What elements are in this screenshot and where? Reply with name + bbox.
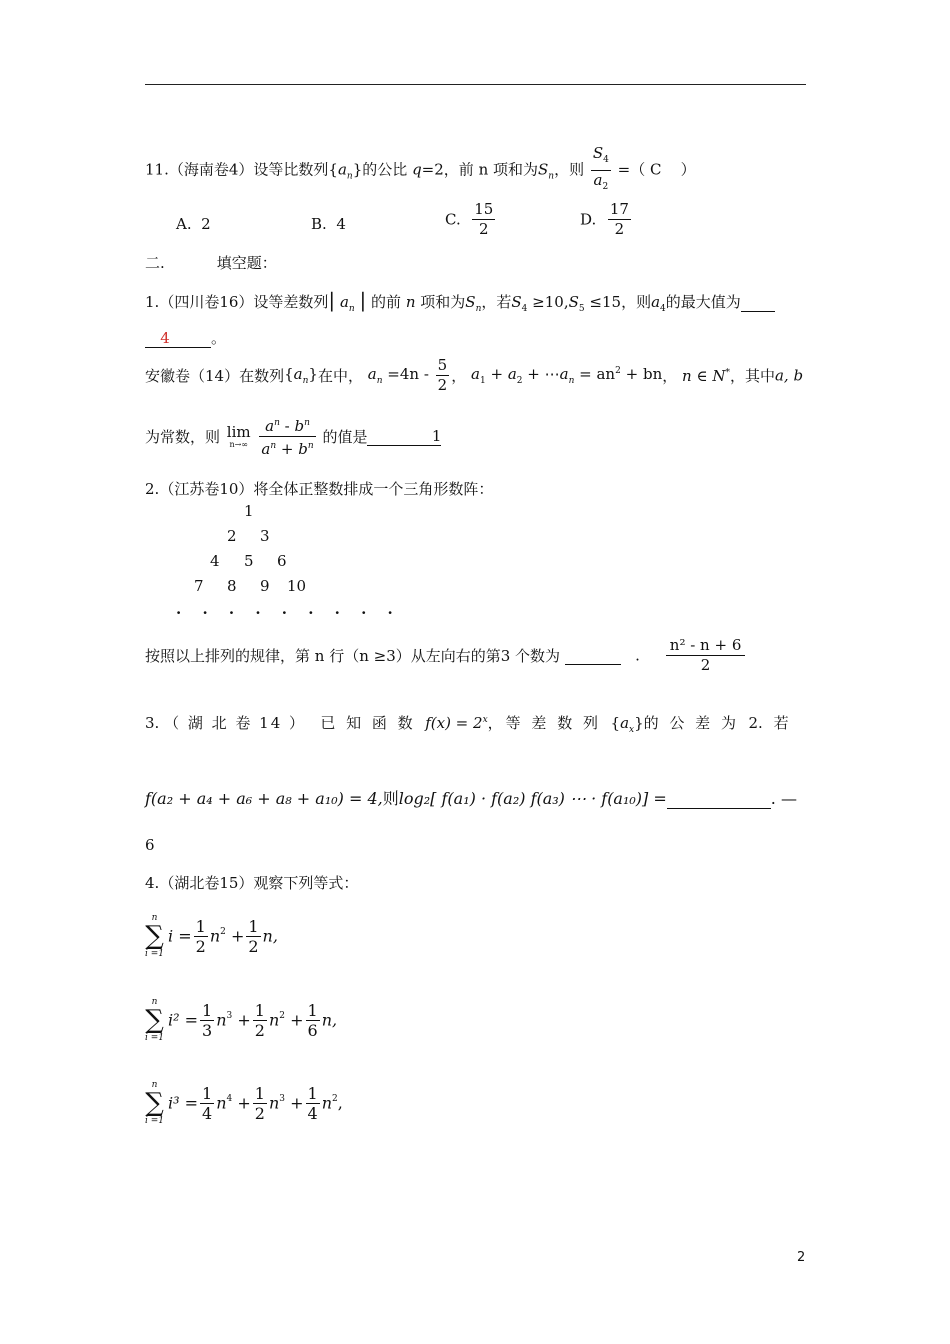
- problem-3-answer: 6: [145, 836, 155, 854]
- anhui-answer: 1: [367, 427, 441, 446]
- sum-equation-2: n ∑ i =1 i² = $\frac{1}{3}$ $n^3$ + $\frac{1}{2}$ $n^2$ + $\frac{1}{6}$ n,: [145, 997, 338, 1043]
- option-a: A. 2: [176, 215, 211, 233]
- page-number: 2: [797, 1250, 806, 1265]
- tri-cell: 1: [244, 502, 254, 520]
- tri-cell: 6: [277, 552, 287, 570]
- tri-dots: . . . . . . . . .: [176, 600, 401, 618]
- tri-cell: 7: [194, 577, 204, 595]
- answer-c: C: [650, 160, 662, 179]
- header-rule: [145, 84, 806, 85]
- sum-equation-3: n ∑ i =1 i³ = $\frac{1}{4}$ $n^4$ + $\frac{1}{2}$ $n^3$ + $\frac{1}{4}$ $n^2$,: [145, 1080, 343, 1126]
- question-11: 11.（海南卷4）设等比数列$\{a_n\}$的公比 q=2，前 n 项和为$S_n$，则 $\frac{S_4}{a_2}$ =（ C ）: [145, 144, 696, 197]
- problem-1: 1.（四川卷16）设等差数列| $a_n$ | 的前 n 项和为$S_n$，若$S_4 \ge 10,S_5 \le 15$，则$a_4$的最大值为: [145, 288, 775, 314]
- problem-3-equation: f(a₂ + a₄ + a₆ + a₈ + a₁₀) = 4,则log₂[ f(a₁) · f(a₂) f(a₃) ⋯ · f(a₁₀)] = . —: [145, 789, 797, 808]
- anhui-problem: 安徽卷（14）在数列$\{a_n\}$在中， $a_n =4n$ - $\frac{5}{2}$ ， $a_1 + a_2$ + $\cdots a_n = an^2$ + bn， n ∈ N*，其中a, b: [145, 356, 804, 394]
- tri-cell: 4: [210, 552, 220, 570]
- problem-2-question: 按照以上排列的规律，第 n 行（n ≥3）从左向右的第3 个数为 . $\frac{\text{n² - n + 6}}{2}$: [145, 636, 747, 675]
- option-d: D. $\frac{17}{2}$: [580, 200, 629, 238]
- problem-2: 2.（江苏卷10）将全体正整数排成一个三角形数阵：: [145, 480, 494, 498]
- tri-cell: 3: [260, 527, 270, 545]
- option-b: B. 4: [311, 215, 346, 233]
- problem-1-answer-line: 4 。: [145, 327, 226, 348]
- sum-equation-1: n ∑ i =1 i = $\frac{1}{2}$ $n^2$ + $\frac{1}{2}$ n,: [145, 913, 278, 959]
- problem-3: 3. （ 湖 北 卷 14 ） 已 知 函 数 $f(x) = 2^x$，等 差 数 列 $\{a_x\}$的 公 差 为 2. 若: [145, 714, 792, 735]
- anhui-limit-line: 为常数，则 lim n→∞ $\frac{a^n - b^n}{a^n + b^n}$ 的值是 1: [145, 417, 442, 458]
- option-c: C. $\frac{15}{2}$: [445, 200, 494, 238]
- problem-2-answer: $\frac{\text{n² - n + 6}}{2}$: [666, 636, 746, 675]
- problem-1-answer: 4: [160, 329, 170, 347]
- tri-cell: 10: [287, 577, 307, 595]
- ratio-fraction: $\frac{S_4}{a_2}$: [591, 144, 611, 197]
- tri-cell: 8: [227, 577, 237, 595]
- tri-cell: 2: [227, 527, 237, 545]
- tri-cell: 5: [244, 552, 254, 570]
- section-2-title: 二. 填空题：: [145, 254, 277, 272]
- problem-4: 4.（湖北卷15）观察下列等式：: [145, 874, 359, 892]
- tri-cell: 9: [260, 577, 270, 595]
